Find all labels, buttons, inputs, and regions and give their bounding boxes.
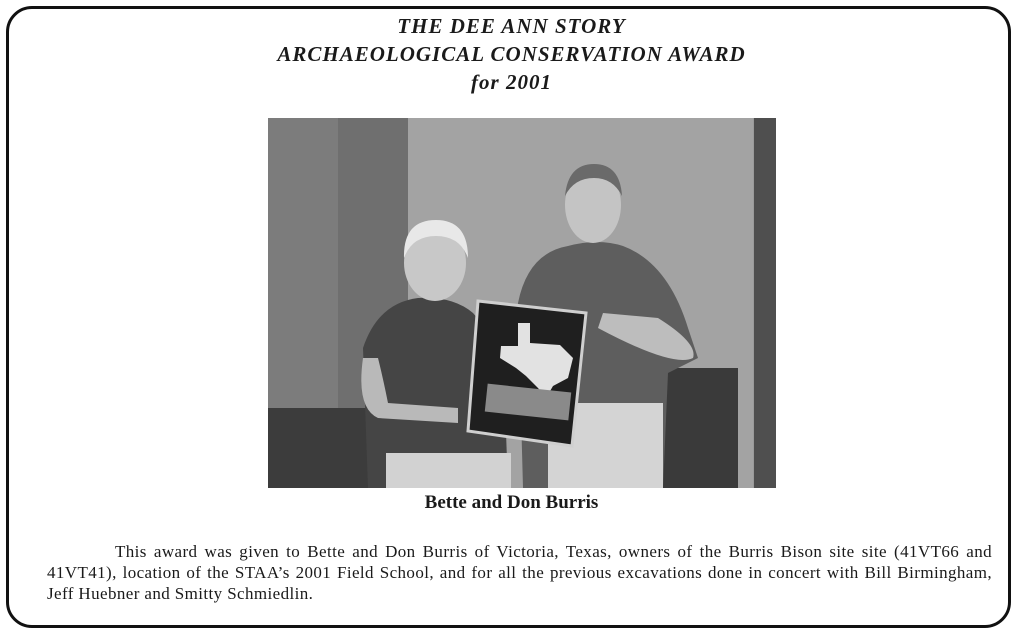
- photo-caption: Bette and Don Burris: [424, 492, 599, 513]
- award-title-line-2: ARCHAEOLOGICAL CONSERVATION AWARD: [277, 42, 746, 66]
- award-title-line-1: THE DEE ANN STORY: [397, 14, 626, 38]
- award-description: This award was given to Bette and Don Burris of Victoria, Texas, owners of the Burris Bison site site (41VT66 and 41VT41), location of the STAA’s 2001 Field School, and for all the previous excavations done in concert with Bill Birmingham, Jeff Huebner and Smitty Schmiedlin.: [47, 542, 992, 603]
- award-title: [0, 12, 1023, 96]
- award-title-line-3: for 2001: [471, 70, 552, 94]
- award-photo: [268, 118, 776, 488]
